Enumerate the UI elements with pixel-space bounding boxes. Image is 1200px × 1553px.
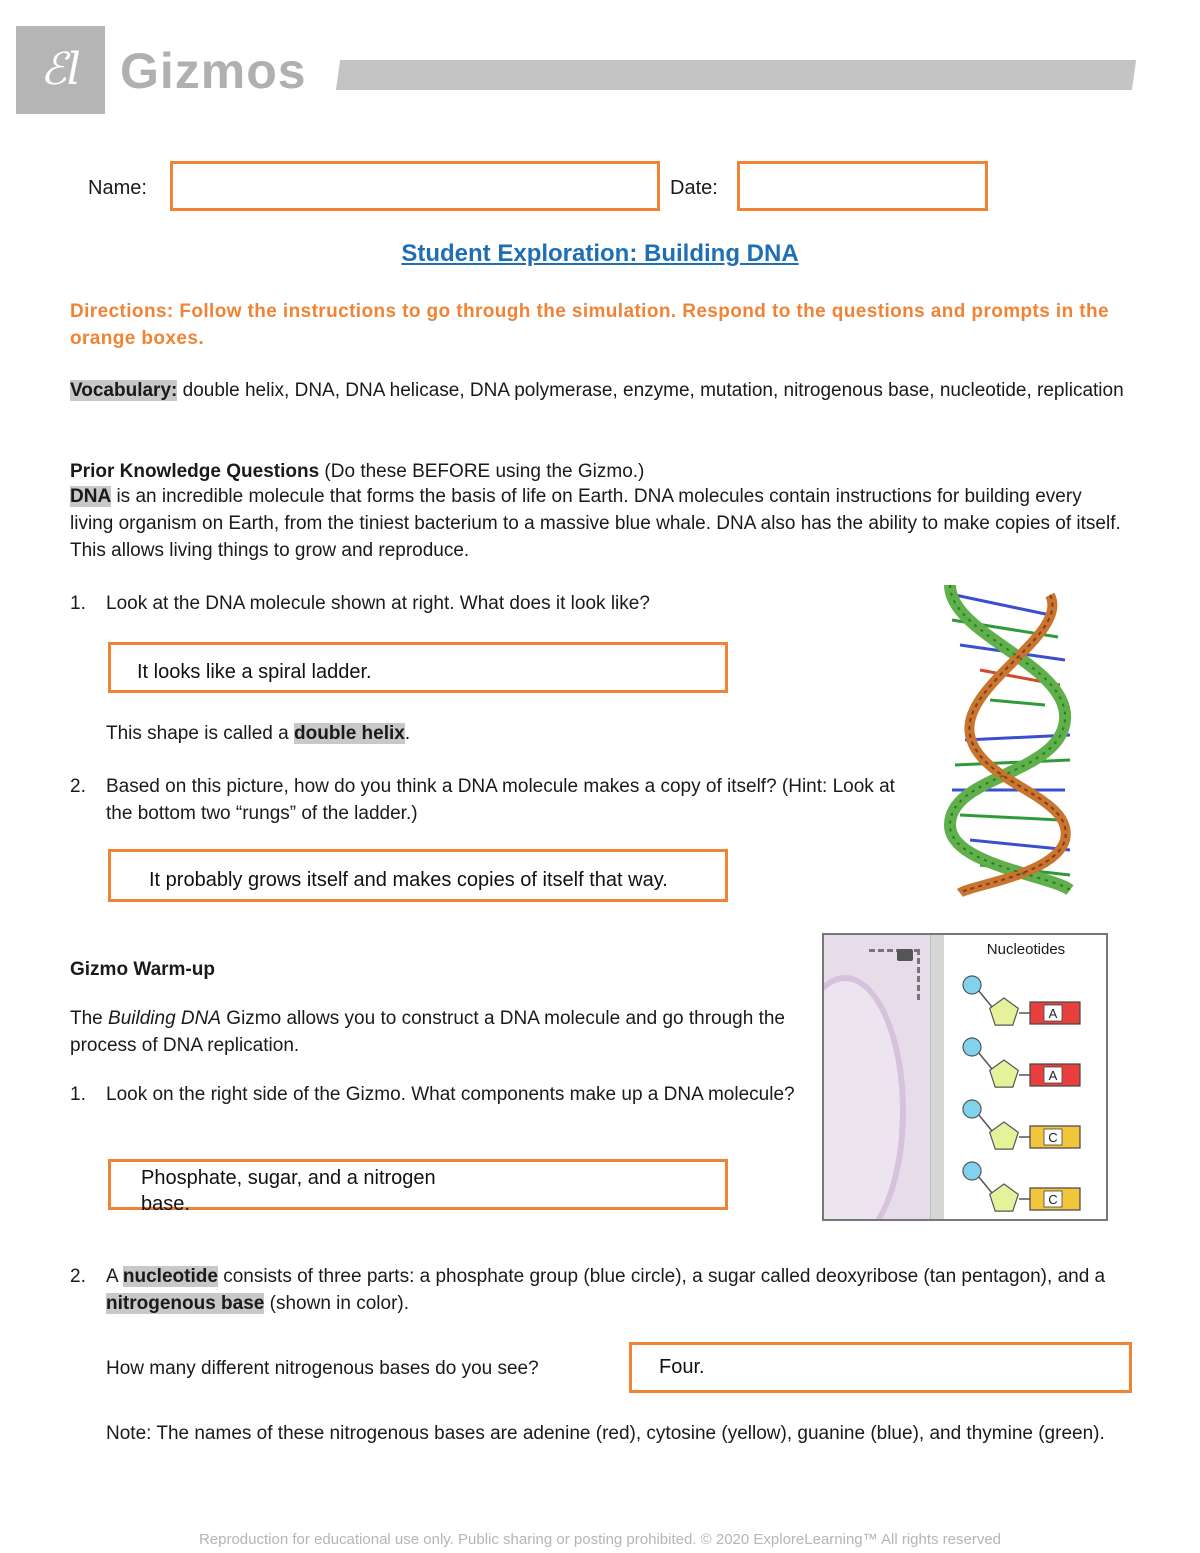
warmup-q1-answer: Phosphate, sugar, and a nitrogen base. xyxy=(141,1167,436,1215)
header-banner-bar xyxy=(336,60,1136,90)
nitrogenous-base-term: nitrogenous base xyxy=(106,1293,265,1314)
dna-intro-text: is an incredible molecule that forms the basis of life on Earth. DNA molecules contain instructions for building every living organism on Earth, from the tiniest bacterium to a massive blue whale. DNA also has the ability to make copies of itself. This allows living things to grow and reproduce. xyxy=(70,486,1121,561)
phosphate-circle xyxy=(963,976,981,994)
warmup-q1-answer-box[interactable] xyxy=(108,1159,728,1215)
dna-double-helix-image xyxy=(930,575,1090,900)
dna-term: DNA xyxy=(70,486,112,507)
explorelearning-logo-icon: ℰl xyxy=(40,44,81,95)
vocabulary-label: Vocabulary: xyxy=(70,380,178,401)
warmup-heading: Gizmo Warm-up xyxy=(70,959,215,980)
directions: Directions: Follow the instructions to go through the simulation. Respond to the questions and prompts in the orange boxes. xyxy=(70,301,1109,349)
phosphate-circle xyxy=(963,1162,981,1180)
warmup-q1-number: 1. xyxy=(70,1084,86,1105)
warmup-intro-pre: The xyxy=(70,1008,109,1029)
q2-part-a: A xyxy=(106,1266,123,1287)
prior-q1-answer-box[interactable] xyxy=(108,642,728,693)
gizmo-nucleotides-panel xyxy=(822,933,1108,1221)
phosphate-circle xyxy=(963,1038,981,1056)
prior-q2-text: Based on this picture, how do you think a DNA molecule makes a copy of itself? (Hint: Look at the bottom two “rungs” of the ladder.) xyxy=(106,776,895,824)
date-field[interactable] xyxy=(737,161,988,211)
warmup-q3-text: How many different nitrogenous bases do you see? xyxy=(106,1358,539,1379)
base-letter: C xyxy=(1048,1192,1058,1207)
prior-heading-text: Prior Knowledge Questions xyxy=(70,461,320,482)
sugar-pentagon xyxy=(990,1060,1019,1087)
warmup-q1-text: Look on the right side of the Gizmo. What components make up a DNA molecule? xyxy=(106,1084,795,1105)
cell-background xyxy=(824,935,930,1221)
warmup-intro xyxy=(70,1005,790,1059)
warmup-q2-text xyxy=(106,1263,1116,1317)
name-label: Name: xyxy=(88,177,147,199)
nucleotides-graphic xyxy=(944,935,1108,1221)
base-letter: A xyxy=(1048,1068,1058,1083)
q2-part-b: consists of three parts: a phosphate group (blue circle), a sugar called deoxyribose (tan pentagon), and a xyxy=(217,1266,1106,1287)
prior-heading-note: (Do these BEFORE using the Gizmo.) xyxy=(319,461,645,482)
vocabulary-terms: double helix, DNA, DNA helicase, DNA polymerase, enzyme, mutation, nitrogenous base, nucleotide, replication xyxy=(177,380,1124,401)
name-field[interactable] xyxy=(170,161,660,211)
prior-q2-number: 2. xyxy=(70,776,86,797)
warmup-q2-number: 2. xyxy=(70,1266,86,1287)
warmup-q3-answer: Four. xyxy=(659,1356,705,1378)
prior-knowledge-heading xyxy=(70,458,1130,485)
sugar-pentagon xyxy=(990,1122,1019,1149)
shape-pre: This shape is called a xyxy=(106,723,294,744)
page-title: Student Exploration: Building DNA xyxy=(401,240,799,267)
dna-intro-paragraph xyxy=(70,483,1130,564)
phosphate-circle xyxy=(963,1100,981,1118)
sugar-pentagon xyxy=(990,1184,1019,1211)
warmup-intro-gizmo-name: Building DNA xyxy=(108,1008,222,1029)
date-label: Date: xyxy=(670,177,718,199)
warmup-intro-post: Gizmo allows you to construct a DNA molecule and go through the process of DNA replication. xyxy=(70,1008,785,1056)
prior-q2-answer: It probably grows itself and makes copies of itself that way. xyxy=(149,869,668,891)
double-helix-sentence xyxy=(106,720,410,747)
warmup-q3-answer-box[interactable] xyxy=(629,1342,1132,1393)
cell-nucleus xyxy=(822,975,906,1221)
camera-icon[interactable] xyxy=(897,949,913,961)
sugar-pentagon xyxy=(990,998,1019,1025)
prior-q1-text: Look at the DNA molecule shown at right. What does it look like? xyxy=(106,593,650,614)
prior-q2-answer-box[interactable] xyxy=(108,849,728,902)
base-letter: A xyxy=(1048,1006,1058,1021)
vocabulary-paragraph xyxy=(70,377,1130,404)
double-helix-term: double helix xyxy=(294,723,405,744)
nucleotide-term: nucleotide xyxy=(122,1266,218,1287)
nucleotides-list xyxy=(944,935,1108,1221)
footer-copyright: Reproduction for educational use only. Public sharing or posting prohibited. © 2020 ExploreLearning™ All rights reserved xyxy=(198,1531,1002,1548)
nucleotides-title: Nucleotides xyxy=(986,941,1066,958)
bases-note: Note: The names of these nitrogenous bases are adenine (red), cytosine (yellow), guanine (blue), and thymine (green). xyxy=(106,1423,1105,1444)
shape-post: . xyxy=(404,723,411,744)
base-letter: C xyxy=(1048,1130,1058,1145)
prior-q1-answer: It looks like a spiral ladder. xyxy=(137,661,372,683)
prior-q1-number: 1. xyxy=(70,593,86,614)
brand-name: Gizmos xyxy=(120,43,307,99)
q2-part-c: (shown in color). xyxy=(264,1293,410,1314)
